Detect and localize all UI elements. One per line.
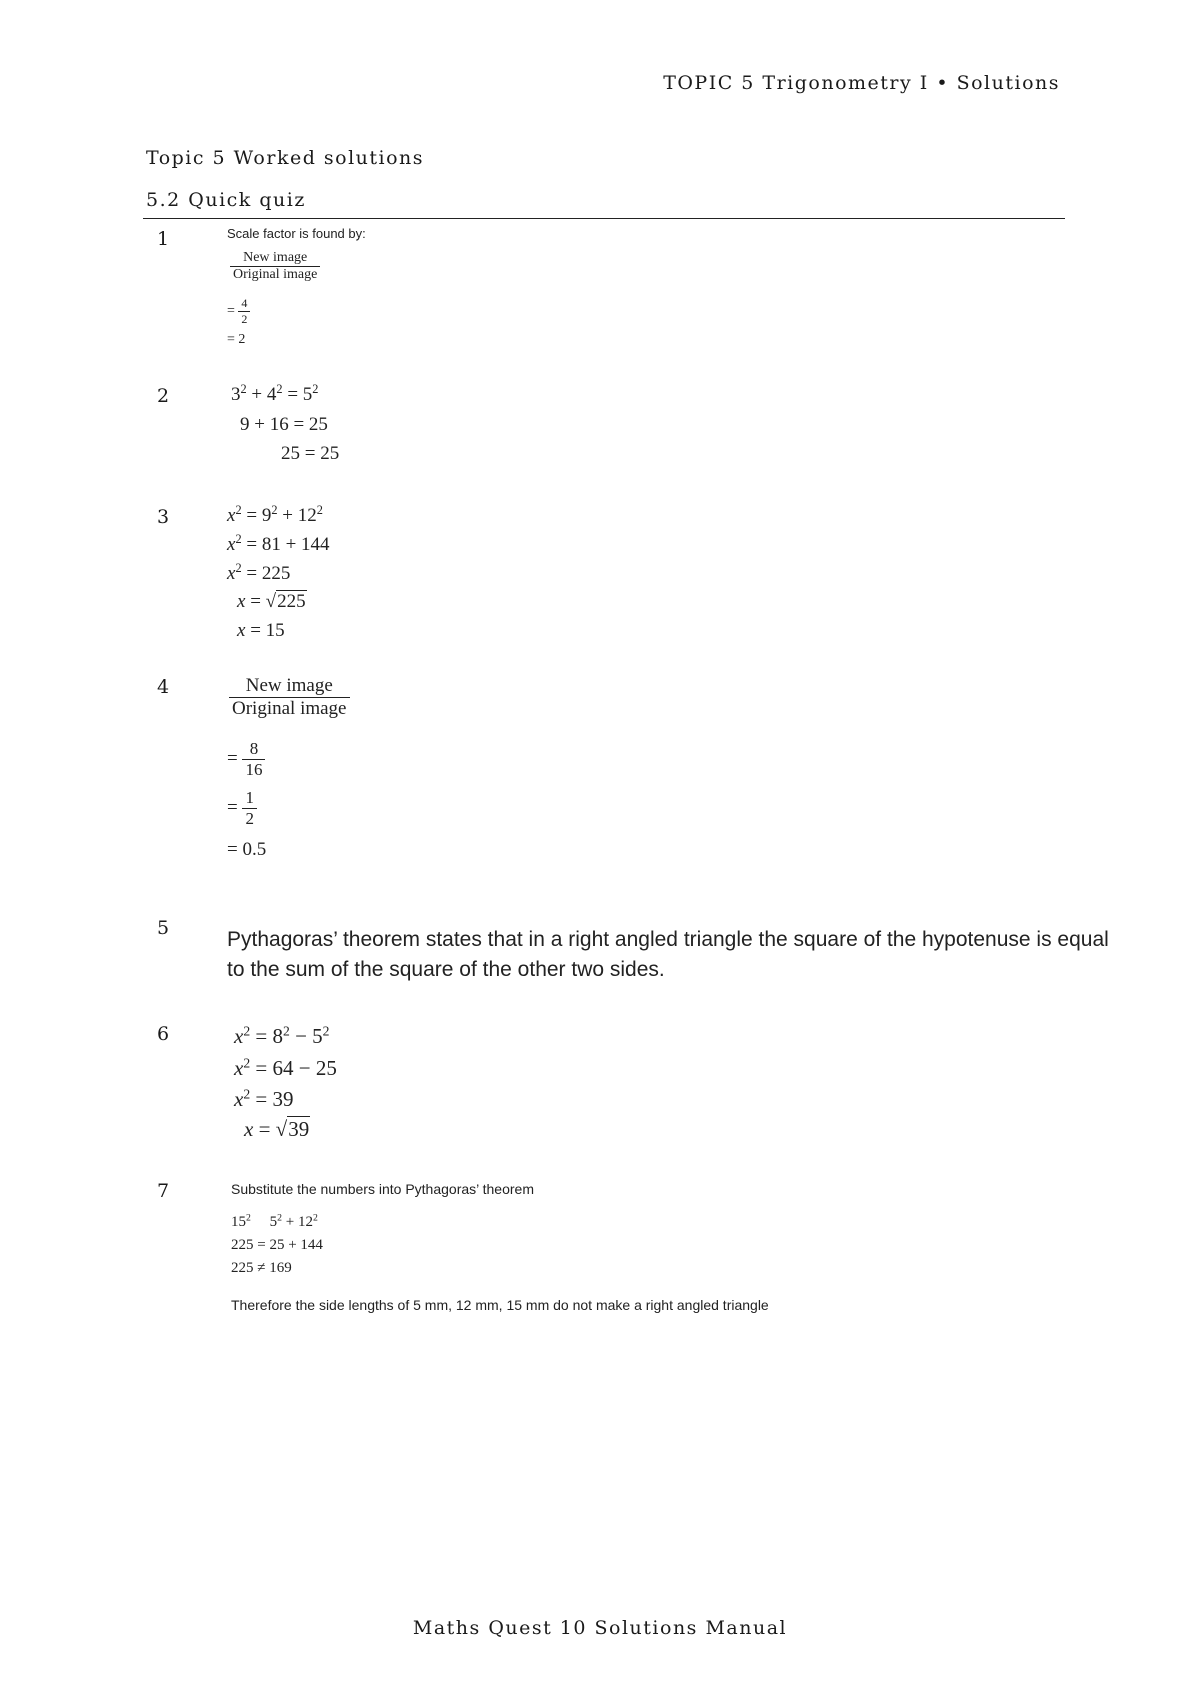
question-number: 5 [157, 917, 170, 939]
page-footer: Maths Quest 10 Solutions Manual [412, 1617, 788, 1639]
q1-step1-den: 2 [238, 311, 250, 327]
q1-step1-num: 4 [241, 296, 248, 310]
question-5-answer: Pythagoras’ theorem states that in a right angled triangle the square of the hypotenuse is equal to the sum of the square of the other two sides. [227, 928, 1109, 981]
q3-line-2: $x^2 = 81 + 144$ [227, 532, 330, 555]
q6-line-2: $x^2 = 64 - 25$ [234, 1055, 337, 1080]
document-title: Topic 5 Worked solutions [146, 147, 425, 169]
question-number: 3 [157, 506, 170, 528]
q4-result: = 0.5 [227, 839, 267, 860]
question-7-solution [227, 1181, 1127, 1321]
q2-line-2: 9 + 16 = 25 [240, 414, 328, 435]
q1-frac-den: Original image [230, 266, 320, 283]
q7-conclusion: Therefore the side lengths of 5 mm, 12 mm, 15 mm do not make a right angled triangle [231, 1297, 769, 1313]
q6-radicand: 39 [288, 1117, 310, 1141]
q2-line-1: $3^2 + 4^2 = 5^2$ [231, 382, 319, 405]
question-number: 6 [157, 1023, 170, 1045]
q7-line-3: 225 ≠ 169 [231, 1260, 292, 1276]
q4-frac-den: Original image [229, 697, 350, 720]
q1-frac-num: New image [243, 250, 308, 265]
question-number: 1 [157, 228, 170, 250]
section-title: 5.2 Quick quiz [146, 189, 306, 211]
q1-step-1: = $\frac{4}{2}$ [227, 296, 250, 327]
q1-result: = 2 [227, 332, 246, 347]
question-number: 4 [157, 676, 170, 698]
q3-line-1: $x^2 = 9^2 + 12^2$ [227, 503, 323, 526]
q4-frac-num: New image [245, 675, 333, 696]
q2-line-3: 25 = 25 [281, 443, 340, 464]
q1-fraction [230, 250, 320, 283]
q1-intro: Scale factor is found by: [227, 226, 366, 241]
running-header: TOPIC 5 Trigonometry I • Solutions [663, 72, 1060, 94]
question-number: 2 [157, 385, 170, 407]
question-3-solution [227, 505, 627, 655]
section-divider [143, 218, 1065, 219]
q4-fraction [229, 675, 350, 720]
q4-step-2: = $\frac{1}{2}$ [227, 788, 257, 829]
question-1-solution [227, 226, 627, 356]
question-number: 7 [157, 1180, 170, 1202]
q4-step-1: = $\frac{8}{16}$ [227, 739, 265, 780]
question-4-solution [227, 675, 627, 865]
q7-line-2: 225 = 25 + 144 [231, 1237, 323, 1253]
q3-radicand: 225 [277, 591, 306, 612]
q7-line-1: $15^2$ $5^2 + 12^2$ [231, 1212, 318, 1230]
question-6-solution [227, 1024, 627, 1154]
q7-intro: Substitute the numbers into Pythagoras’ theorem [231, 1181, 534, 1197]
q6-line-3: $x^2 = 39$ [234, 1086, 294, 1111]
q3-line-3: $x^2 = 225$ [227, 561, 291, 584]
q3-line-5: x = 15 [237, 620, 285, 641]
q6-line-4: x = √39 [244, 1117, 310, 1141]
question-2-solution [227, 384, 627, 494]
q6-line-1: $x^2 = 8^2 - 5^2$ [234, 1023, 330, 1048]
q3-line-4: x = √225 [237, 591, 306, 612]
